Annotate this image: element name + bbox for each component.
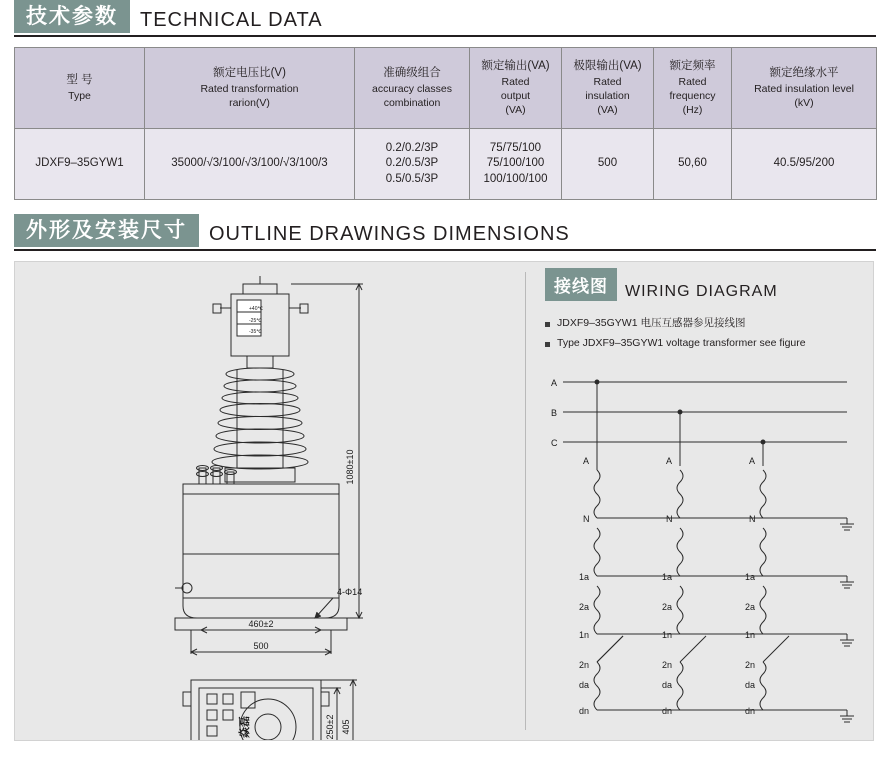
col-header-frequency-en2: frequency [669,89,716,102]
winding-label-2a-col3: 2a [745,602,756,613]
cell-accuracy-line2: 0.2/0.5/3P [385,157,439,170]
col-header-insulation-level-en: Rated insulation level [754,82,854,95]
dimension-width-label: 460±2 [248,619,274,630]
technical-data-table [14,47,877,200]
col-header-frequency-cn: 额定频率 [669,60,716,73]
col-header-accuracy-cn: 准确级组合 [383,67,441,80]
cell-output-line2: 75/100/100 [486,157,545,170]
winding-label: 1n [745,630,756,641]
col-header-ratio-en: Rated transformation [200,82,299,95]
winding-label: A [666,456,673,467]
wiring-note-en: Type JDXF9–35GYW1 voltage transformer see figure [557,337,806,350]
outline-title-cn: 外形及安装尺寸 [14,214,199,247]
list-item [545,334,875,354]
cell-type: JDXF9–35GYW1 [15,129,145,200]
transformer-outline-drawing [15,262,525,740]
outline-title-en: OUTLINE DRAWINGS DIMENSIONS [209,223,570,246]
col-header-insulation-level-cn: 额定绝缘水平 [769,67,839,80]
phase-label-b: B [551,408,558,419]
panel-divider [525,272,526,730]
wiring-diagram-header [545,268,865,301]
winding-label-2n-col3: 2n [745,660,756,671]
winding-label-dn-2: dn [662,706,673,717]
insulator-temp-label-2: -25℃ [249,318,262,325]
wiring-title-en: WIRING DIAGRAM [625,283,778,301]
winding-label: 1a [579,572,590,583]
col-header-accuracy-en2: combination [383,96,441,109]
insulator-temp-label-1: +40℃ [249,306,264,313]
winding-label-da-3: da [745,680,756,691]
outline-underline [14,249,876,251]
phase-label-c: C [551,438,558,449]
bullet-icon [545,322,550,327]
winding-label: N [749,514,756,525]
col-header-insulation-level [732,48,877,129]
winding-label: 1a [745,572,756,583]
wiring-note-cn: JDXF9–35GYW1 电压互感器参见接线图 [557,317,746,330]
col-header-output-en: Rated [501,75,530,88]
cell-insulation-level: 40.5/95/200 [732,129,877,200]
col-header-accuracy-en: accuracy classes [372,82,452,95]
technical-data-title-en: TECHNICAL DATA [140,9,323,32]
col-header-output-en3: (VA) [505,103,526,116]
col-header-frequency [654,48,732,129]
bullet-icon [545,342,550,347]
col-header-frequency-en: Rated [678,75,707,88]
nameplate-logo-text: 焱磊 [239,716,251,739]
dimension-height-label: 1080±10 [345,449,355,485]
table-row [15,129,877,200]
insulator-temp-label-3: -35℃ [249,329,262,336]
col-header-output [470,48,562,129]
col-header-type [15,48,145,129]
col-header-limit-output-en2: insulation [585,89,630,102]
technical-data-underline [14,35,876,37]
winding-label: A [583,456,590,467]
col-header-limit-output-en: Rated [593,75,622,88]
winding-label: 1a [662,572,673,583]
plan-dimension-w-label: 405 [341,719,351,735]
winding-label-2a-col1: 2a [579,602,590,613]
cell-accuracy-line3: 0.5/0.5/3P [385,172,439,185]
col-header-output-en2: output [500,89,531,102]
col-header-limit-output [562,48,654,129]
cell-output-line1: 75/75/100 [489,141,542,154]
winding-label: N [583,514,590,525]
col-header-limit-output-cn: 极限输出(VA) [573,60,642,73]
winding-label-da-2: da [662,680,673,691]
cell-accuracy-line1: 0.2/0.2/3P [385,141,439,154]
table-header-row [15,48,877,129]
winding-label-da-1: da [579,680,590,691]
winding-label-2n-col1: 2n [579,660,590,671]
col-header-type-cn: 型 号 [66,74,93,87]
cell-output-line3: 100/100/100 [483,172,548,185]
col-header-output-cn: 额定输出(VA) [481,60,550,73]
hole-note-label: 4-Φ14 [337,587,363,598]
winding-label: A [749,456,756,467]
technical-data-table-wrap [14,47,876,200]
wiring-notes-list [545,314,875,354]
col-header-limit-output-en3: (VA) [597,103,618,116]
outline-drawing-panel [14,261,874,741]
winding-label-2n-col2: 2n [662,660,673,671]
winding-label-dn-3: dn [745,706,756,717]
winding-label: 1n [579,630,590,641]
col-header-accuracy [355,48,470,129]
list-item [545,314,875,334]
col-header-frequency-en3: (Hz) [682,103,703,116]
cell-accuracy [355,129,470,200]
col-header-ratio-cn: 额定电压比(V) [213,67,286,80]
col-header-ratio-en2: rarion(V) [229,96,270,109]
technical-data-section-header [0,0,890,33]
cell-frequency: 50,60 [654,129,732,200]
cell-ratio: 35000/√3/100/√3/100/√3/100/3 [145,129,355,200]
cell-limit-output: 500 [562,129,654,200]
col-header-type-en: Type [68,89,91,102]
col-header-ratio [145,48,355,129]
winding-label: 1n [662,630,673,641]
dimension-base-label: 500 [253,641,269,652]
winding-label: N [666,514,673,525]
wiring-title-cn: 接线图 [545,268,617,301]
plan-dimension-h-label: 250±2 [325,714,335,740]
outline-section-header [0,214,890,247]
technical-data-title-cn: 技术参数 [14,0,130,33]
cell-output [470,129,562,200]
col-header-insulation-level-en2: (kV) [794,96,814,109]
winding-label-2a-col2: 2a [662,602,673,613]
winding-label-dn-1: dn [579,706,590,717]
phase-label-a: A [551,378,558,389]
wiring-schematic-lower [535,370,865,730]
